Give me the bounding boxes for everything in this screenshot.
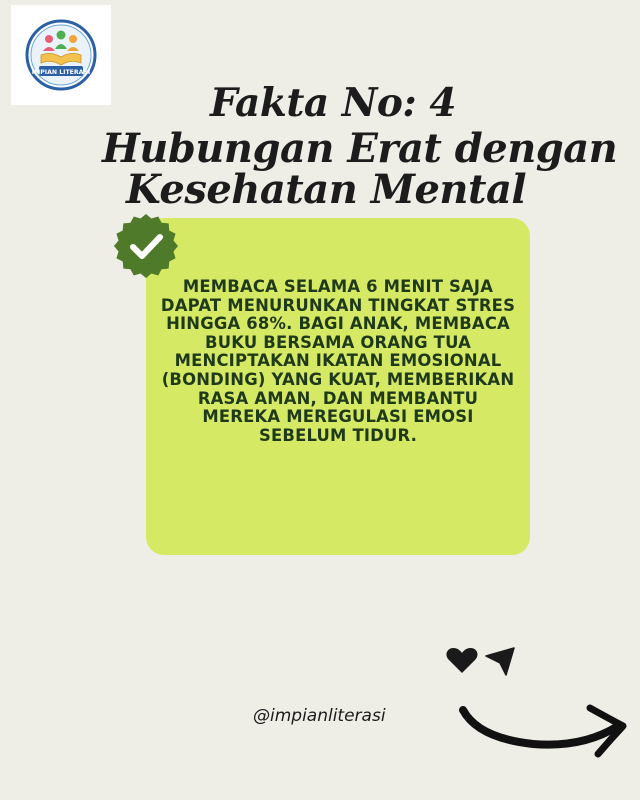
- title-line-1: Fakta No: 4: [210, 80, 456, 126]
- fact-text: MEMBACA SELAMA 6 MENIT SAJA DAPAT MENURUNKAN TINGKAT STRES HINGGA 68%. BAGI ANAK, MEMBACA BUKU BERSAMA ORANG TUA MENCIPTAKAN IKATAN EMOSIONAL (BONDING) YANG KUAT, MEMBERIKAN RASA AMAN, DAN MEMBANTU MEREKA MEREGULASI EMOSI SEBELUM TIDUR.: [160, 277, 516, 445]
- checkmark-icon: [112, 212, 180, 280]
- send-icon[interactable]: [486, 648, 514, 675]
- logo-text: IMPIAN LITERASI: [31, 69, 91, 76]
- social-handle: @impianliterasi: [253, 706, 386, 726]
- title-line-3: Kesehatan Mental: [126, 166, 527, 213]
- title-line-2: Hubungan Erat dengan: [102, 125, 618, 172]
- curved-arrow-icon: [458, 696, 633, 770]
- checkmark-badge: [112, 212, 180, 284]
- action-icons: [444, 644, 524, 682]
- heart-icon[interactable]: [446, 648, 477, 673]
